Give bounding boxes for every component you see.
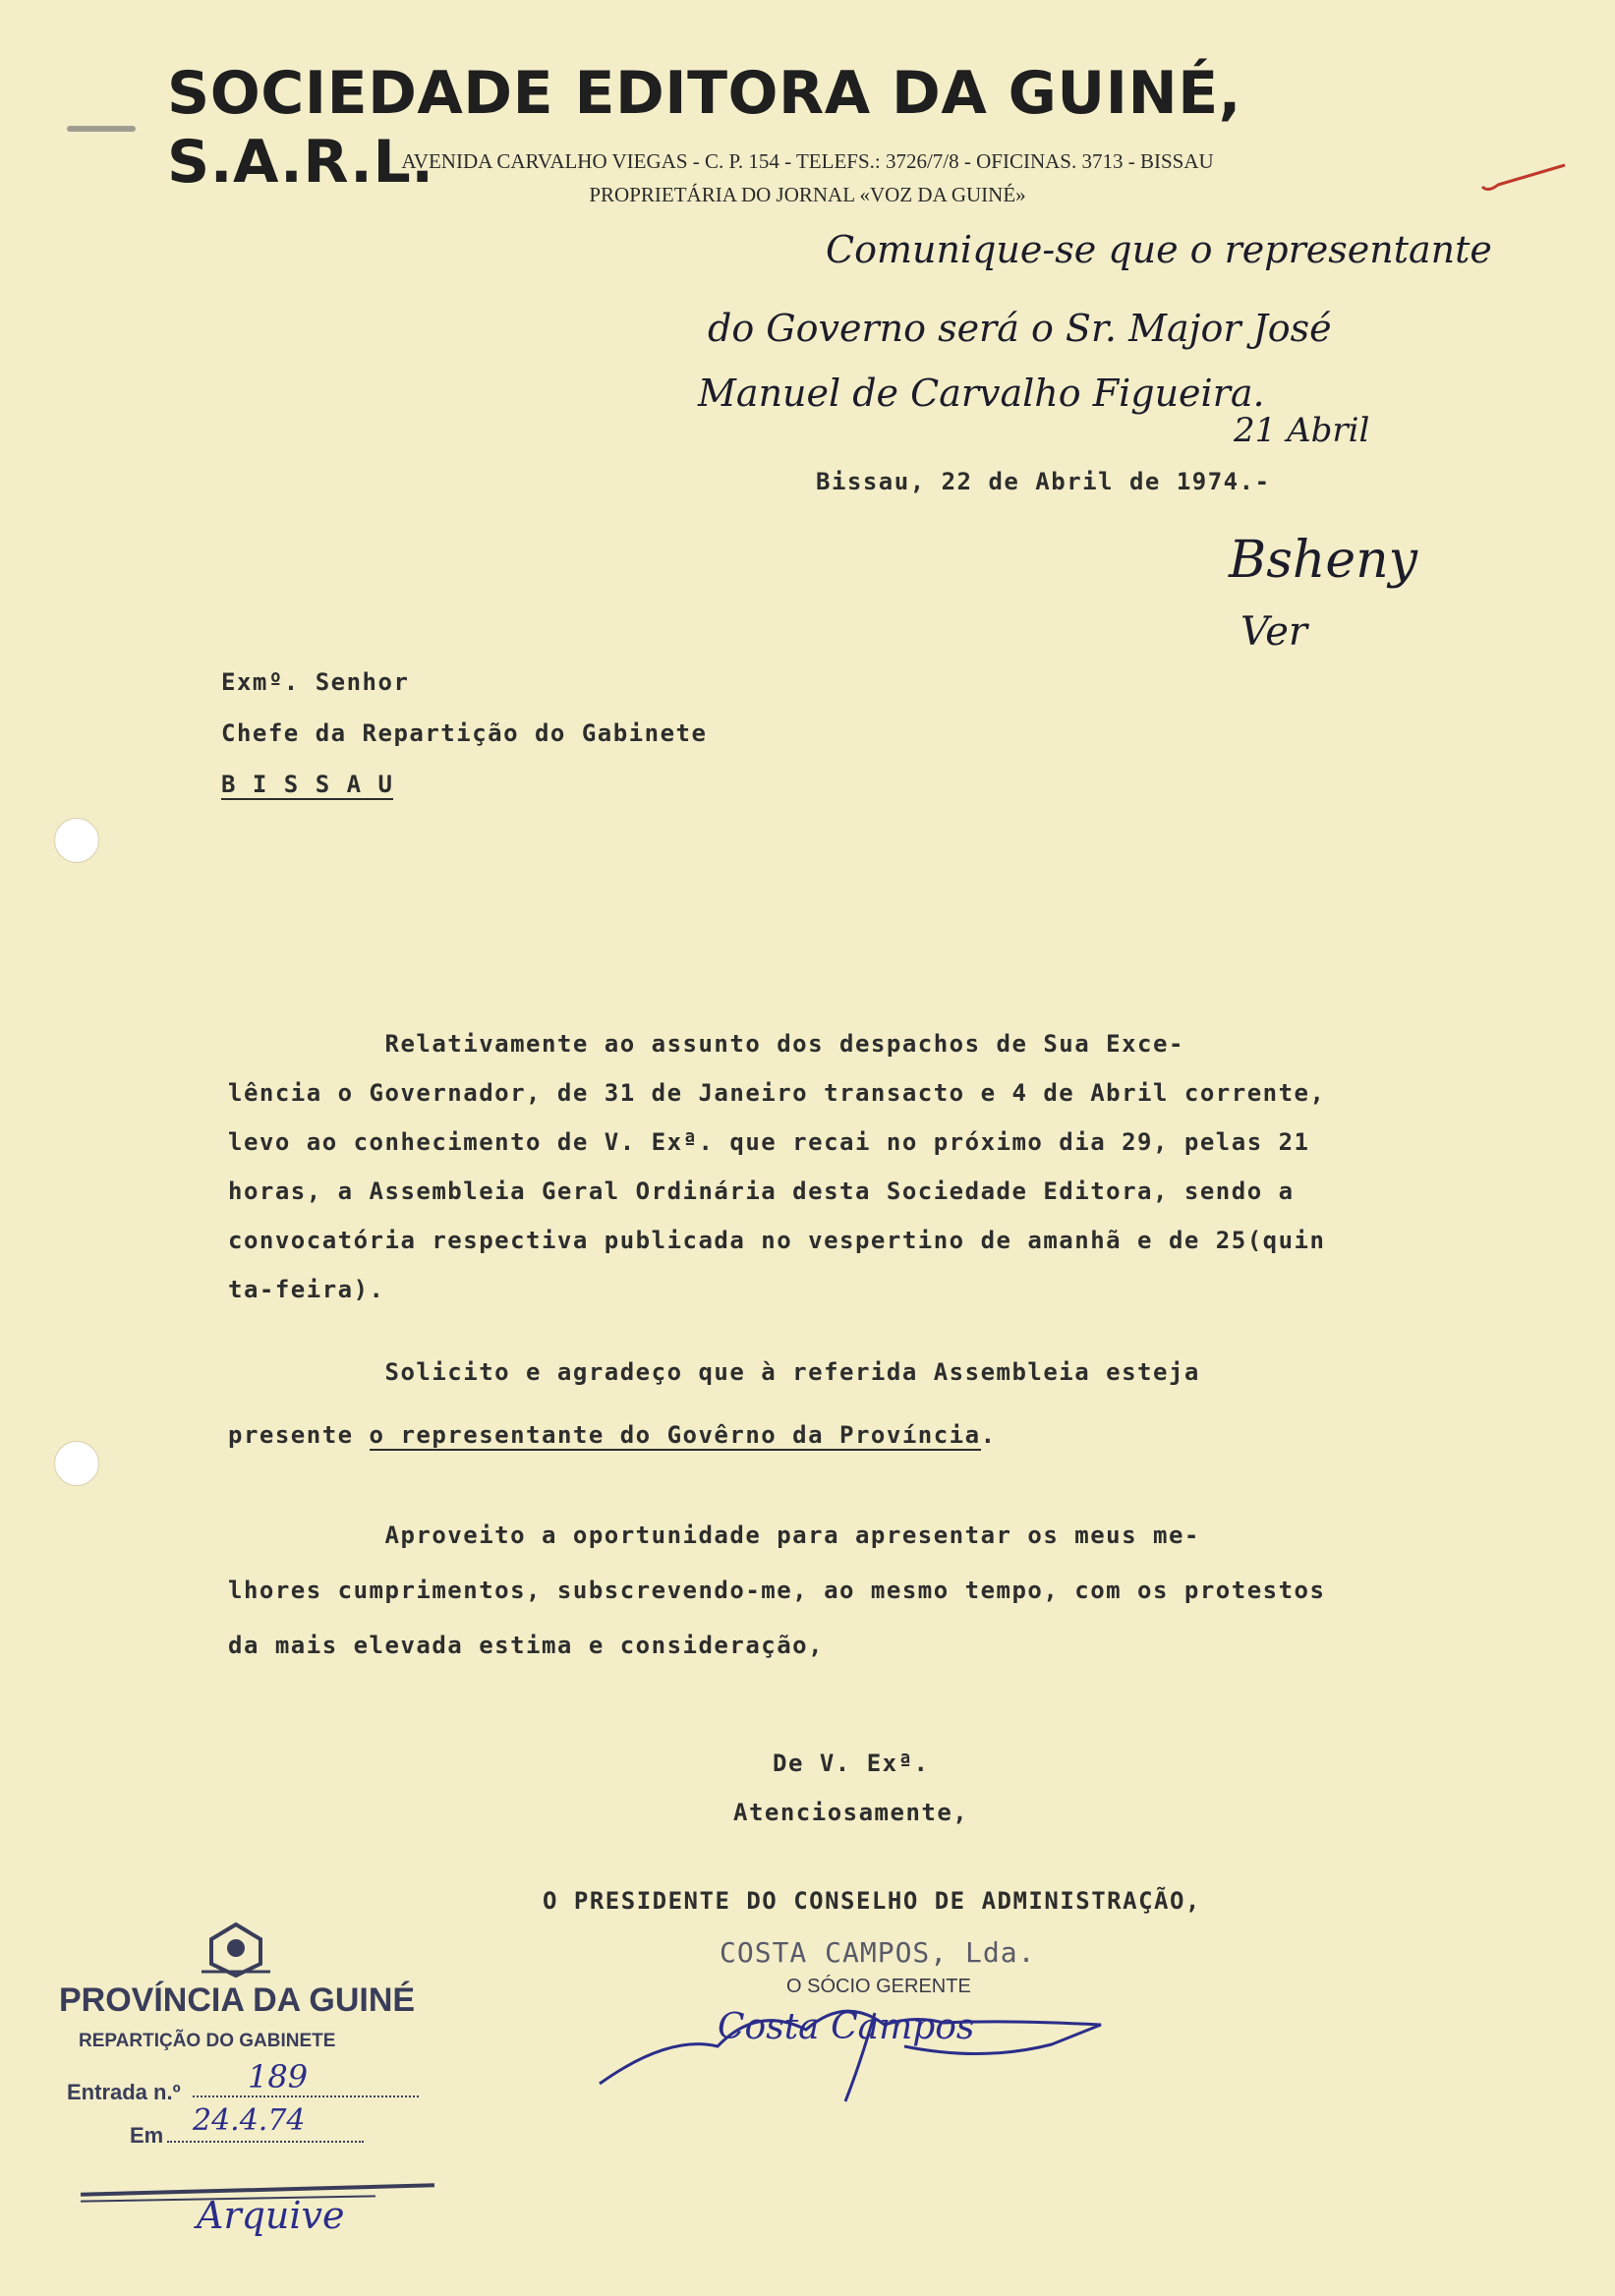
body-p2-prefix: presente <box>228 1421 370 1449</box>
coat-of-arms-icon <box>192 1915 280 1983</box>
punch-hole-top <box>54 818 99 863</box>
body-p1-line-1: Relativamente ao assunto dos despachos de Sua Exce- <box>228 1030 1184 1058</box>
stamp-department: REPARTIÇÃO DO GABINETE <box>79 2031 336 2051</box>
stamp-archive-note: Arquive <box>197 2194 345 2237</box>
company-name: SOCIEDADE EDITORA DA GUINÉ, S.A.R.L. <box>167 59 1241 197</box>
recipient-title: Chefe da Repartição do Gabinete <box>221 719 708 747</box>
annotation-line-1: Comunique-se que o representante <box>826 228 1492 271</box>
stamp-entry-number: 189 <box>248 2058 309 2095</box>
letter-date: Bissau, 22 de Abril de 1974.- <box>816 468 1271 495</box>
body-p2-underlined: o representante do Govêrno da Província <box>369 1421 981 1449</box>
red-check-mark <box>1474 157 1573 197</box>
annotation-line-2: do Governo será o Sr. Major José <box>708 307 1332 350</box>
body-p2-suffix: . <box>980 1421 997 1449</box>
company-address: AVENIDA CARVALHO VIEGAS - C. P. 154 - TELEFS.: 3726/7/8 - OFICINAS. 3713 - BISSAU <box>401 149 1214 173</box>
stamp-entry-line <box>193 2095 419 2097</box>
body-p3-line-2: lhores cumprimentos, subscrevendo-me, ao mesmo tempo, com os protestos <box>228 1577 1326 1604</box>
body-p1-line-5: convocatória respectiva publicada no vespertino de amanhã e de 25(quin <box>228 1227 1326 1254</box>
body-p1-line-6: ta-feira). <box>228 1276 385 1303</box>
annotation-initials: 21 Abril <box>1234 411 1370 450</box>
letterhead-ornament <box>67 126 136 132</box>
stamp-entry-label: Entrada n.º <box>67 2080 181 2104</box>
dispatch-signature: Bsheny <box>1229 531 1418 590</box>
stamp-date-value: 24.4.74 <box>193 2103 306 2138</box>
closing-line-1: De V. Exª. <box>773 1750 930 1777</box>
body-p1-line-2: lência o Governador, de 31 de Janeiro transacto e 4 de Abril corrente, <box>228 1079 1326 1107</box>
stamp-date-line <box>167 2141 364 2143</box>
annotation-line-3: Manuel de Carvalho Figueira. <box>698 372 1265 415</box>
stamp-province: PROVÍNCIA DA GUINÉ <box>59 1981 416 2019</box>
recipient-city: B I S S A U <box>221 771 394 798</box>
body-p2-line-1: Solicito e agradeço que à referida Assembleia esteja <box>228 1358 1200 1386</box>
closing-position: O PRESIDENTE DO CONSELHO DE ADMINISTRAÇÃO, <box>543 1887 1201 1915</box>
body-p3-line-1: Aproveito a oportunidade para apresentar os meus me- <box>228 1521 1200 1549</box>
stamp-role: O SÓCIO GERENTE <box>786 1976 971 1997</box>
newspaper-proprietor: PROPRIETÁRIA DO JORNAL «VOZ DA GUINÉ» <box>589 183 1026 206</box>
body-p1-line-4: horas, a Assembleia Geral Ordinária desta Sociedade Editora, sendo a <box>228 1177 1295 1205</box>
body-p1-line-3: levo ao conhecimento de V. Exª. que recai no próximo dia 29, pelas 21 <box>228 1128 1310 1156</box>
closing-signature: Costa Campos <box>718 2007 975 2047</box>
punch-hole-bottom <box>54 1441 99 1486</box>
body-p2-line-2 <box>228 1421 997 1449</box>
body-p3-line-3: da mais elevada estima e consideração, <box>228 1632 825 1659</box>
closing-line-2: Atenciosamente, <box>733 1799 969 1826</box>
company-rubber-stamp: COSTA CAMPOS, Lda. <box>720 1936 1036 1969</box>
recipient-salutation: Exmº. Senhor <box>221 668 410 696</box>
stamp-date-label: Em <box>130 2123 164 2148</box>
dispatch-note: Ver <box>1240 609 1308 655</box>
